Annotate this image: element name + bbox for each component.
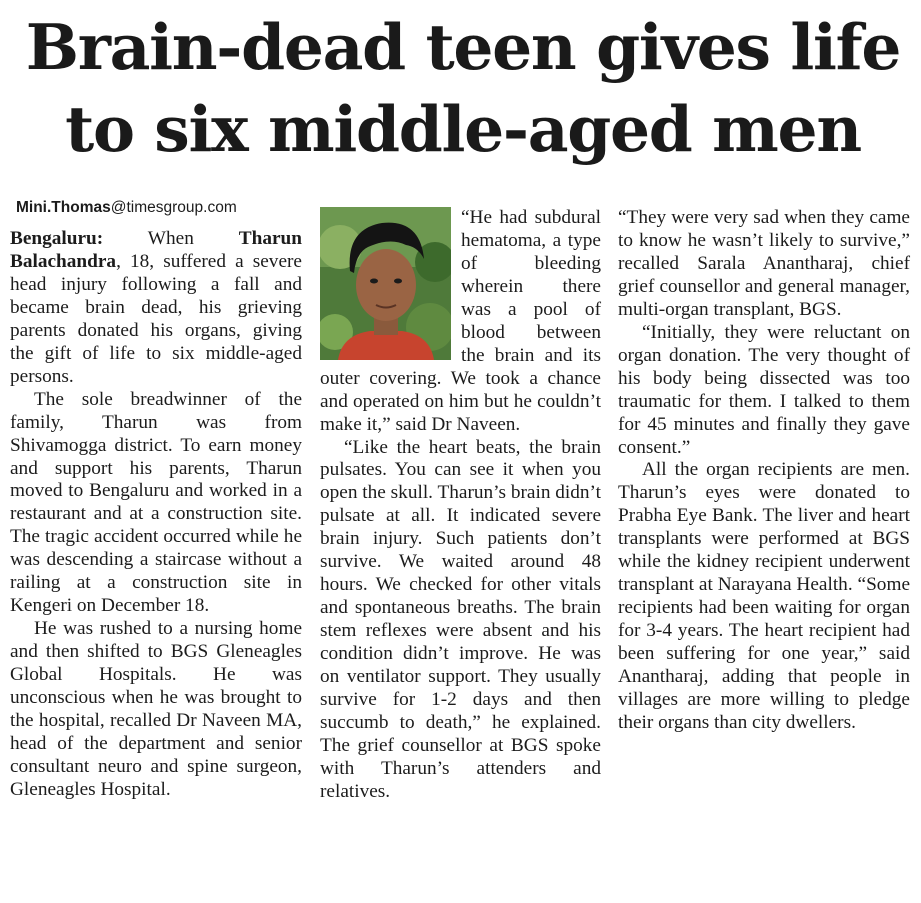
subject-name: Tharun Balachandra: [10, 228, 302, 272]
article-paragraph: [10, 228, 302, 389]
article-paragraph: “Like the heart beats, the brain pulsates. You can see it when you open the skull. Tharun’s brain didn’t pulsate at all. It indicated severe brain injury. Such patients don’t survive. We waited around 48 hours. We checked for other vitals and spontaneous breaths. The brain stem reflexes were absent and his condition didn’t improve. He was on ventilator support. They usually survive for 1-2 days and then succumb to death,” he explained. The grief counsellor at BGS spoke with Tharun’s attenders and relatives.: [320, 436, 601, 802]
article-paragraph: He was rushed to a nursing home and then shifted to BGS Gleneagles Global Hospitals. He was unconscious when he was brought to the hospital, recalled Dr Naveen MA, head of the department and senior consultant neuro and spine surgeon, Gleneagles Hospital.: [10, 618, 302, 800]
article-column-2: [320, 207, 601, 804]
paragraph-text: , 18, suffered a severe head injury following a fall and became brain dead, his grieving parents donated his organs, giving the gift of life to six middle-aged persons.: [10, 250, 302, 387]
byline-domain: @timesgroup.com: [110, 199, 237, 216]
headline: [18, 6, 908, 170]
byline: [16, 198, 306, 218]
article-paragraph: “They were very sad when they came to know he wasn’t likely to survive,” recalled Sarala Anantharaj, chief grief counsellor and general manager, multi-organ transplant, BGS.: [618, 207, 910, 320]
paragraph-text: When: [147, 228, 194, 249]
dateline: Bengaluru:: [10, 228, 104, 249]
byline-name: Mini.Thomas: [16, 199, 111, 216]
article-paragraph: “Initially, they were reluctant on organ donation. The very thought of his body being dissected was too traumatic for them. I talked to them for 45 minutes and finally they gave consent.”: [618, 321, 910, 458]
article-paragraph: All the organ recipients are men. Tharun’s eyes were donated to Prabha Eye Bank. The liver and heart transplants were performed at BGS while the kidney recipient underwent transplant at Narayana Health. “Some recipients had been waiting for organ for 3-4 years. The heart recipient had been suffering for one year,” said Anantharaj, adding that people in villages are more willing to pledge their organs than city dwellers.: [618, 459, 910, 733]
headline-line-1: Brain-dead teen gives life: [25, 10, 901, 84]
portrait-photo: [320, 207, 451, 360]
article-column-3: [618, 207, 910, 735]
article-paragraph: The sole breadwinner of the family, Tharun was from Shivamogga district. To earn money and support his parents, Tharun moved to Bengaluru and worked in a restaurant and at a construction site. The tragic accident occurred while he was descending a staircase without a railing at a construction site in Kengeri on December 18.: [10, 388, 302, 617]
article-paragraph: “He had subdural hematoma, a type of bleeding wherein there was a pool of blood between the brain and its outer covering. We took a chance and operated on him but he couldn’t make it,” said Dr Naveen.: [320, 207, 601, 435]
article-column-1: [10, 228, 302, 802]
headline-line-2: to six middle-aged men: [65, 92, 861, 166]
portrait-photo-icon: [320, 207, 451, 360]
